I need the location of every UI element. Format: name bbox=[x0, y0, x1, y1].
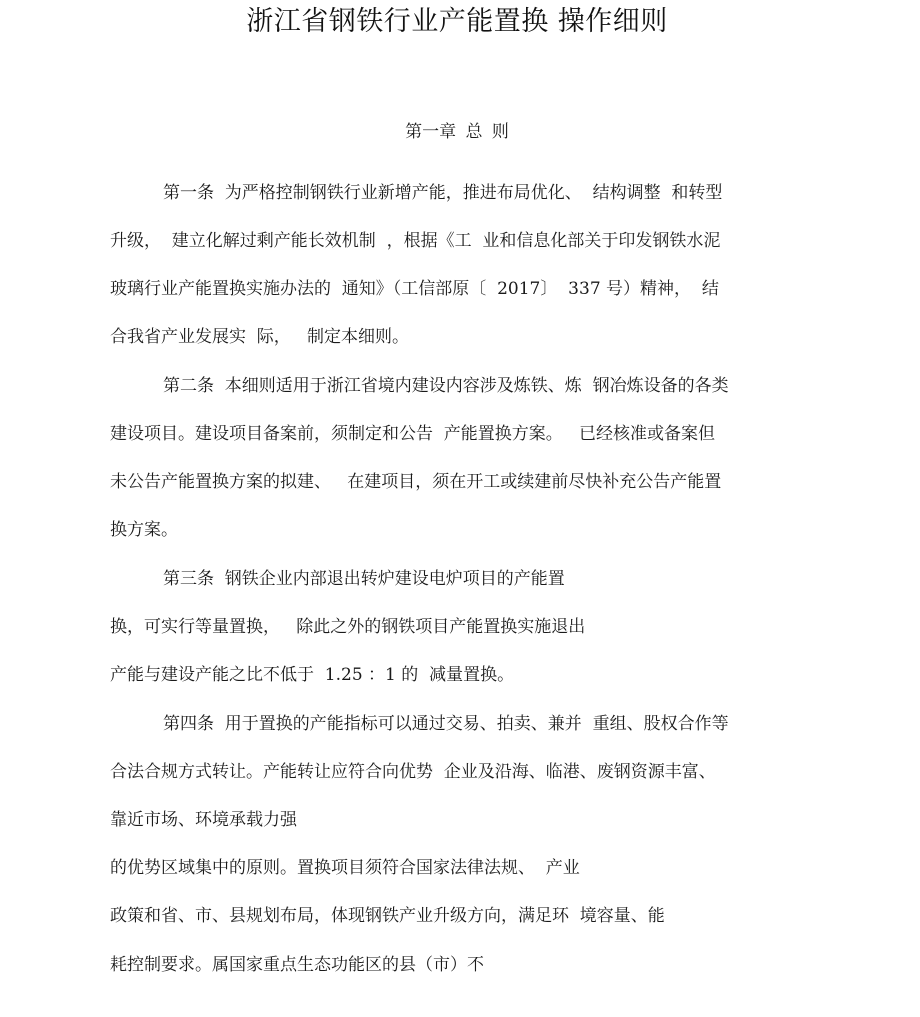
article-4-line-5: 政策和省、市、县规划布局，体现钢铁产业升级方向，满足环 境容量、能 bbox=[110, 906, 665, 926]
article-3-line-2: 换，可实行等量置换， 除此之外的钢铁项目产能置换实施退出 bbox=[110, 617, 586, 637]
article-2-line-1: 第二条 本细则适用于浙江省境内建设内容涉及炼铁、炼 钢冶炼设备的各类 bbox=[163, 376, 729, 396]
document-title: 浙江省钢铁行业产能置换 操作细则 bbox=[246, 6, 668, 37]
article-2-line-3: 未公告产能置换方案的拟建、 在建项目，须在开工或续建前尽快补充公告产能置 bbox=[110, 472, 722, 492]
article-3-line-3: 产能与建设产能之比不低于 1.25 ：1 的 减量置换。 bbox=[110, 665, 515, 685]
article-2-line-2: 建设项目。建设项目备案前，须制定和公告 产能置换方案。 已经核准或备案但 bbox=[110, 424, 716, 444]
article-1-line-3: 玻璃行业产能置换实施办法的 通知》（工信部原〔 2017〕 337 号）精神， 结 bbox=[110, 279, 719, 299]
article-1-line-4: 合我省产业发展实 际， 制定本细则。 bbox=[110, 327, 410, 347]
article-1-line-1: 第一条 为严格控制钢铁行业新增产能，推进布局优化、 结构调整 和转型 bbox=[163, 183, 723, 203]
article-4-line-6: 耗控制要求。属国家重点生态功能区的县（市）不 bbox=[110, 955, 484, 975]
article-4-line-1: 第四条 用于置换的产能指标可以通过交易、拍卖、兼并 重组、股权合作等 bbox=[163, 714, 729, 734]
article-4-line-2: 合法合规方式转让。产能转让应符合向优势 企业及沿海、临港、废钢资源丰富、 bbox=[110, 762, 716, 782]
chapter-heading: 第一章 总 则 bbox=[405, 122, 509, 142]
article-2-line-4: 换方案。 bbox=[110, 520, 178, 540]
article-4-line-3: 靠近市场、环境承载力强 bbox=[110, 810, 297, 830]
article-1-line-2: 升级， 建立化解过剩产能长效机制 ，根据《工 业和信息化部关于印发钢铁水泥 bbox=[110, 231, 721, 251]
article-3-line-1: 第三条 钢铁企业内部退出转炉建设电炉项目的产能置 bbox=[163, 569, 565, 589]
article-4-line-4: 的优势区域集中的原则。置换项目须符合国家法律法规、 产业 bbox=[110, 858, 580, 878]
